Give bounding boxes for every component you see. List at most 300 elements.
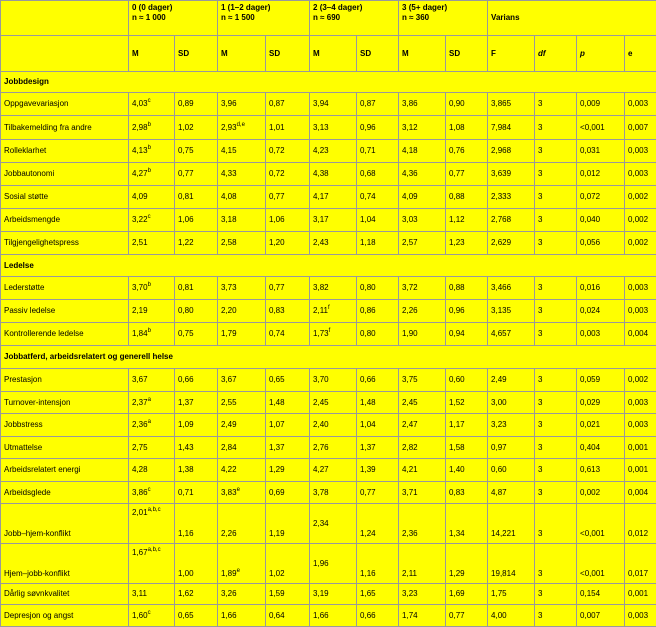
cell-value: 2,43 — [313, 238, 329, 247]
cell-p: 0,012 — [577, 163, 625, 186]
row-label: Arbeidsglede — [1, 482, 129, 504]
cell-e: 0,003 — [625, 163, 656, 186]
cell-m1 — [218, 584, 266, 605]
cell-value: 4,17 — [313, 192, 329, 201]
cell-m3: 3,03 — [399, 209, 446, 232]
significance-marker: c — [148, 610, 151, 616]
cell-e: 0,003 — [625, 414, 656, 437]
cell-e: 0,003 — [625, 277, 656, 300]
cell-sd2: 0,87 — [357, 93, 399, 116]
cell-m3: 3,71 — [399, 482, 446, 504]
varians-header: Varians — [488, 1, 656, 36]
cell-value: 1,60 — [132, 611, 148, 620]
cell-m1 — [218, 232, 266, 255]
cell-sd2: 0,66 — [357, 605, 399, 627]
cell-m0 — [129, 186, 175, 209]
cell-sd3: 0,96 — [446, 300, 488, 323]
row-label: Jobb–hjem-konflikt — [1, 504, 129, 544]
cell-value: 4,03 — [132, 99, 148, 108]
cell-sd3: 1,12 — [446, 209, 488, 232]
cell-sd1: 1,20 — [266, 232, 310, 255]
table-row — [1, 116, 656, 140]
cell-value: 2,40 — [313, 420, 329, 429]
significance-marker: b — [148, 282, 151, 288]
cell-sd3: 1,34 — [446, 504, 488, 544]
cell-sd1: 1,06 — [266, 209, 310, 232]
cell-value: 3,70 — [313, 375, 329, 384]
cell-df: 3 — [535, 504, 577, 544]
cell-m3: 2,11 — [399, 544, 446, 584]
cell-sd2: 0,86 — [357, 300, 399, 323]
cell-sd1: 1,29 — [266, 459, 310, 482]
cell-value: 2,58 — [221, 238, 237, 247]
cell-sd0: 0,89 — [175, 93, 218, 116]
table-row — [1, 605, 656, 627]
significance-marker: c — [148, 487, 151, 493]
row-label: Dårlig søvnkvalitet — [1, 584, 129, 605]
cell-sd2: 1,65 — [357, 584, 399, 605]
cell-sd1: 1,19 — [266, 504, 310, 544]
section-title: Jobbdesign — [1, 72, 656, 93]
cell-sd0: 1,09 — [175, 414, 218, 437]
cell-sd0: 0,81 — [175, 277, 218, 300]
row-label: Arbeidsmengde — [1, 209, 129, 232]
group-header-2: 2 (3–4 dager) n ≈ 690 — [310, 1, 399, 36]
cell-value: 4,08 — [221, 192, 237, 201]
cell-sd0: 1,62 — [175, 584, 218, 605]
cell-m0 — [129, 116, 175, 140]
cell-sd2: 0,80 — [357, 277, 399, 300]
cell-m3: 4,09 — [399, 186, 446, 209]
cell-p: 0,072 — [577, 186, 625, 209]
cell-sd0: 1,37 — [175, 392, 218, 414]
col-header-sd2: SD — [357, 36, 399, 72]
cell-sd3: 0,88 — [446, 277, 488, 300]
cell-sd3: 1,58 — [446, 437, 488, 459]
row-label: Rolleklarhet — [1, 140, 129, 163]
row-label: Prestasjon — [1, 369, 129, 392]
col-header-df: df — [535, 36, 577, 72]
cell-value: 3,13 — [313, 123, 329, 132]
significance-marker: c — [148, 98, 151, 104]
cell-p: 0,059 — [577, 369, 625, 392]
cell-value: 2,76 — [313, 443, 329, 452]
cell-value: 2,49 — [221, 420, 237, 429]
cell-sd2: 0,77 — [357, 482, 399, 504]
cell-value: 3,22 — [132, 215, 148, 224]
cell-sd1: 0,72 — [266, 140, 310, 163]
cell-sd1: 1,59 — [266, 584, 310, 605]
significance-marker: e — [237, 487, 240, 493]
col-header-sd1: SD — [266, 36, 310, 72]
cell-m3: 2,57 — [399, 232, 446, 255]
row-label: Turnover-intensjon — [1, 392, 129, 414]
cell-sd2: 0,80 — [357, 323, 399, 346]
row-label: Utmattelse — [1, 437, 129, 459]
cell-m2 — [310, 163, 357, 186]
cell-m1 — [218, 209, 266, 232]
cell-value: 3,94 — [313, 99, 329, 108]
cell-e: 0,003 — [625, 300, 656, 323]
row-label: Lederstøtte — [1, 277, 129, 300]
cell-value: 3,83 — [221, 488, 237, 497]
row-label: Oppgavevariasjon — [1, 93, 129, 116]
cell-value: 4,27 — [313, 465, 329, 474]
cell-f: 4,00 — [488, 605, 535, 627]
cell-sd0: 1,02 — [175, 116, 218, 140]
cell-p: 0,404 — [577, 437, 625, 459]
cell-value: 3,67 — [221, 375, 237, 384]
cell-e: 0,002 — [625, 186, 656, 209]
cell-f: 3,466 — [488, 277, 535, 300]
cell-f: 4,657 — [488, 323, 535, 346]
col-header-m0: M — [129, 36, 175, 72]
cell-sd1: 0,77 — [266, 186, 310, 209]
col-header-f: F — [488, 36, 535, 72]
significance-marker: a,b,c — [148, 547, 161, 553]
significance-marker: f — [329, 328, 331, 334]
cell-value: 3,86 — [132, 488, 148, 497]
cell-sd1: 1,01 — [266, 116, 310, 140]
cell-m1 — [218, 163, 266, 186]
table-row — [1, 584, 656, 605]
cell-sd1: 0,87 — [266, 93, 310, 116]
cell-f: 3,865 — [488, 93, 535, 116]
cell-m1 — [218, 277, 266, 300]
cell-sd1: 0,64 — [266, 605, 310, 627]
significance-marker: a — [148, 397, 151, 403]
cell-value: 3,73 — [221, 283, 237, 292]
cell-value: 2,01 — [132, 508, 148, 517]
cell-m1 — [218, 544, 266, 584]
cell-value: 2,93 — [221, 123, 237, 132]
cell-f: 2,49 — [488, 369, 535, 392]
cell-sd0: 0,75 — [175, 323, 218, 346]
cell-sd3: 1,23 — [446, 232, 488, 255]
cell-f: 4,87 — [488, 482, 535, 504]
cell-sd0: 0,75 — [175, 140, 218, 163]
cell-p: 0,056 — [577, 232, 625, 255]
cell-df: 3 — [535, 584, 577, 605]
significance-marker: e — [237, 568, 240, 574]
cell-m2 — [310, 232, 357, 255]
cell-sd3: 1,40 — [446, 459, 488, 482]
cell-f: 3,639 — [488, 163, 535, 186]
cell-m2 — [310, 186, 357, 209]
table-row — [1, 277, 656, 300]
cell-e: 0,001 — [625, 437, 656, 459]
table-row — [1, 369, 656, 392]
section-row — [1, 72, 656, 93]
cell-f: 3,23 — [488, 414, 535, 437]
cell-m1 — [218, 482, 266, 504]
cell-df: 3 — [535, 93, 577, 116]
cell-p: 0,009 — [577, 93, 625, 116]
cell-sd3: 0,90 — [446, 93, 488, 116]
cell-p: <0,001 — [577, 544, 625, 584]
cell-sd2: 0,71 — [357, 140, 399, 163]
header-row-groups — [1, 1, 656, 36]
section-title: Jobbatferd, arbeidsrelatert og generell helse — [1, 346, 656, 369]
cell-m2 — [310, 437, 357, 459]
cell-m0 — [129, 140, 175, 163]
significance-marker: b — [148, 145, 151, 151]
table-row — [1, 209, 656, 232]
cell-m3: 1,74 — [399, 605, 446, 627]
cell-sd0: 0,81 — [175, 186, 218, 209]
cell-sd1: 0,72 — [266, 163, 310, 186]
table-row — [1, 186, 656, 209]
cell-e: 0,012 — [625, 504, 656, 544]
cell-value: 3,11 — [132, 589, 147, 598]
cell-e: 0,002 — [625, 232, 656, 255]
cell-sd2: 0,66 — [357, 369, 399, 392]
cell-m1 — [218, 605, 266, 627]
table-row — [1, 544, 656, 584]
cell-sd2: 1,18 — [357, 232, 399, 255]
row-label: Tilgjengelighetspress — [1, 232, 129, 255]
cell-m0 — [129, 605, 175, 627]
cell-m2 — [310, 140, 357, 163]
table-row — [1, 392, 656, 414]
cell-value: 4,23 — [313, 146, 329, 155]
cell-value: 3,82 — [313, 283, 329, 292]
cell-m2 — [310, 459, 357, 482]
cell-value: 4,38 — [313, 169, 329, 178]
cell-e: 0,004 — [625, 482, 656, 504]
significance-marker: b — [148, 122, 151, 128]
cell-m2 — [310, 300, 357, 323]
cell-m0 — [129, 437, 175, 459]
cell-value: 4,33 — [221, 169, 237, 178]
cell-sd0: 0,65 — [175, 605, 218, 627]
cell-value: 2,55 — [221, 398, 237, 407]
cell-p: 0,002 — [577, 482, 625, 504]
row-label: Sosial støtte — [1, 186, 129, 209]
significance-marker: b — [148, 168, 151, 174]
cell-m3: 4,21 — [399, 459, 446, 482]
cell-sd1: 1,48 — [266, 392, 310, 414]
cell-df: 3 — [535, 116, 577, 140]
cell-df: 3 — [535, 300, 577, 323]
group-header-1: 1 (1–2 dager) n ≈ 1 500 — [218, 1, 310, 36]
cell-value: 3,17 — [313, 215, 329, 224]
cell-sd2: 1,04 — [357, 414, 399, 437]
cell-m0 — [129, 232, 175, 255]
cell-m2 — [310, 605, 357, 627]
cell-m2 — [310, 414, 357, 437]
cell-m0 — [129, 163, 175, 186]
cell-m1 — [218, 140, 266, 163]
table-row — [1, 459, 656, 482]
cell-p: 0,613 — [577, 459, 625, 482]
cell-value: 1,84 — [132, 329, 148, 338]
cell-p: 0,003 — [577, 323, 625, 346]
cell-sd3: 1,29 — [446, 544, 488, 584]
cell-sd0: 1,22 — [175, 232, 218, 255]
cell-m0 — [129, 482, 175, 504]
cell-sd0: 1,43 — [175, 437, 218, 459]
cell-value: 2,34 — [313, 519, 329, 528]
cell-value: 2,84 — [221, 443, 237, 452]
cell-value: 4,27 — [132, 169, 148, 178]
cell-sd0: 0,71 — [175, 482, 218, 504]
cell-e: 0,007 — [625, 116, 656, 140]
cell-value: 4,09 — [132, 192, 148, 201]
cell-sd2: 0,68 — [357, 163, 399, 186]
row-label: Jobbautonomi — [1, 163, 129, 186]
cell-value: 2,11 — [313, 306, 328, 315]
header-row-stats — [1, 36, 656, 72]
cell-p: 0,040 — [577, 209, 625, 232]
cell-m3: 3,12 — [399, 116, 446, 140]
cell-m3: 2,26 — [399, 300, 446, 323]
cell-m1 — [218, 186, 266, 209]
cell-sd0: 1,38 — [175, 459, 218, 482]
cell-df: 3 — [535, 163, 577, 186]
cell-m0 — [129, 584, 175, 605]
cell-value: 2,51 — [132, 238, 148, 247]
col-header-p: p — [577, 36, 625, 72]
section-row — [1, 346, 656, 369]
cell-sd1: 1,37 — [266, 437, 310, 459]
cell-sd1: 1,07 — [266, 414, 310, 437]
cell-df: 3 — [535, 209, 577, 232]
table-row — [1, 504, 656, 544]
col-header-sd0: SD — [175, 36, 218, 72]
cell-value: 3,19 — [313, 589, 329, 598]
cell-value: 2,36 — [132, 420, 148, 429]
cell-m1 — [218, 414, 266, 437]
cell-value: 4,28 — [132, 465, 148, 474]
cell-value: 3,18 — [221, 215, 237, 224]
cell-m3: 2,45 — [399, 392, 446, 414]
cell-m2 — [310, 277, 357, 300]
cell-sd2: 0,74 — [357, 186, 399, 209]
cell-value: 2,37 — [132, 398, 148, 407]
section-title: Ledelse — [1, 255, 656, 277]
cell-value: 3,78 — [313, 488, 329, 497]
header-blank — [1, 36, 129, 72]
cell-value: 1,73 — [313, 329, 329, 338]
cell-df: 3 — [535, 414, 577, 437]
cell-sd2: 1,48 — [357, 392, 399, 414]
cell-f: 19,814 — [488, 544, 535, 584]
col-header-m2: M — [310, 36, 357, 72]
cell-value: 2,19 — [132, 306, 148, 315]
group-header-0: 0 (0 dager) n ≈ 1 000 — [129, 1, 218, 36]
cell-e: 0,003 — [625, 605, 656, 627]
row-label: Arbeidsrelatert energi — [1, 459, 129, 482]
cell-sd3: 0,88 — [446, 186, 488, 209]
cell-value: 3,67 — [132, 375, 148, 384]
cell-m2 — [310, 116, 357, 140]
cell-m3: 3,23 — [399, 584, 446, 605]
cell-value: 4,22 — [221, 465, 237, 474]
significance-marker: d,e — [237, 122, 245, 128]
cell-p: 0,021 — [577, 414, 625, 437]
row-label: Passiv ledelse — [1, 300, 129, 323]
cell-df: 3 — [535, 369, 577, 392]
cell-p: 0,007 — [577, 605, 625, 627]
cell-m1 — [218, 93, 266, 116]
cell-sd0: 0,66 — [175, 369, 218, 392]
table-row — [1, 300, 656, 323]
cell-sd3: 1,17 — [446, 414, 488, 437]
cell-m0 — [129, 209, 175, 232]
cell-sd1: 0,65 — [266, 369, 310, 392]
cell-m1 — [218, 323, 266, 346]
cell-m0 — [129, 93, 175, 116]
cell-m2 — [310, 544, 357, 584]
cell-df: 3 — [535, 437, 577, 459]
cell-value: 1,67 — [132, 548, 148, 557]
cell-f: 3,135 — [488, 300, 535, 323]
significance-marker: a — [148, 419, 151, 425]
cell-sd0: 1,00 — [175, 544, 218, 584]
significance-marker: a,b,c — [148, 507, 161, 513]
cell-sd2: 0,96 — [357, 116, 399, 140]
cell-df: 3 — [535, 459, 577, 482]
row-label: Depresjon og angst — [1, 605, 129, 627]
cell-e: 0,003 — [625, 93, 656, 116]
cell-value: 2,75 — [132, 443, 148, 452]
col-header-m3: M — [399, 36, 446, 72]
cell-sd1: 1,02 — [266, 544, 310, 584]
cell-value: 3,96 — [221, 99, 237, 108]
cell-f: 14,221 — [488, 504, 535, 544]
significance-marker: b — [148, 328, 151, 334]
cell-df: 3 — [535, 186, 577, 209]
cell-value: 1,66 — [313, 611, 329, 620]
cell-m2 — [310, 209, 357, 232]
table-row — [1, 232, 656, 255]
table-row — [1, 163, 656, 186]
cell-value: 2,20 — [221, 306, 237, 315]
col-header-m1: M — [218, 36, 266, 72]
significance-marker: c — [148, 214, 151, 220]
cell-m0 — [129, 369, 175, 392]
cell-p: 0,031 — [577, 140, 625, 163]
cell-value: 1,89 — [221, 569, 237, 578]
cell-e: 0,002 — [625, 209, 656, 232]
cell-m0 — [129, 277, 175, 300]
cell-m0 — [129, 459, 175, 482]
cell-m2 — [310, 392, 357, 414]
cell-sd1: 0,83 — [266, 300, 310, 323]
cell-sd0: 0,80 — [175, 300, 218, 323]
col-header-e: e — [625, 36, 656, 72]
cell-sd1: 0,69 — [266, 482, 310, 504]
cell-df: 3 — [535, 544, 577, 584]
table-row — [1, 437, 656, 459]
section-row — [1, 255, 656, 277]
cell-df: 3 — [535, 323, 577, 346]
table-row — [1, 414, 656, 437]
col-header-sd3: SD — [446, 36, 488, 72]
cell-sd3: 1,69 — [446, 584, 488, 605]
cell-df: 3 — [535, 482, 577, 504]
table-row — [1, 482, 656, 504]
cell-f: 2,968 — [488, 140, 535, 163]
cell-value: 1,66 — [221, 611, 237, 620]
cell-m3: 3,86 — [399, 93, 446, 116]
cell-m0 — [129, 504, 175, 544]
cell-sd0: 1,16 — [175, 504, 218, 544]
cell-m1 — [218, 300, 266, 323]
cell-m1 — [218, 459, 266, 482]
cell-sd2: 1,24 — [357, 504, 399, 544]
